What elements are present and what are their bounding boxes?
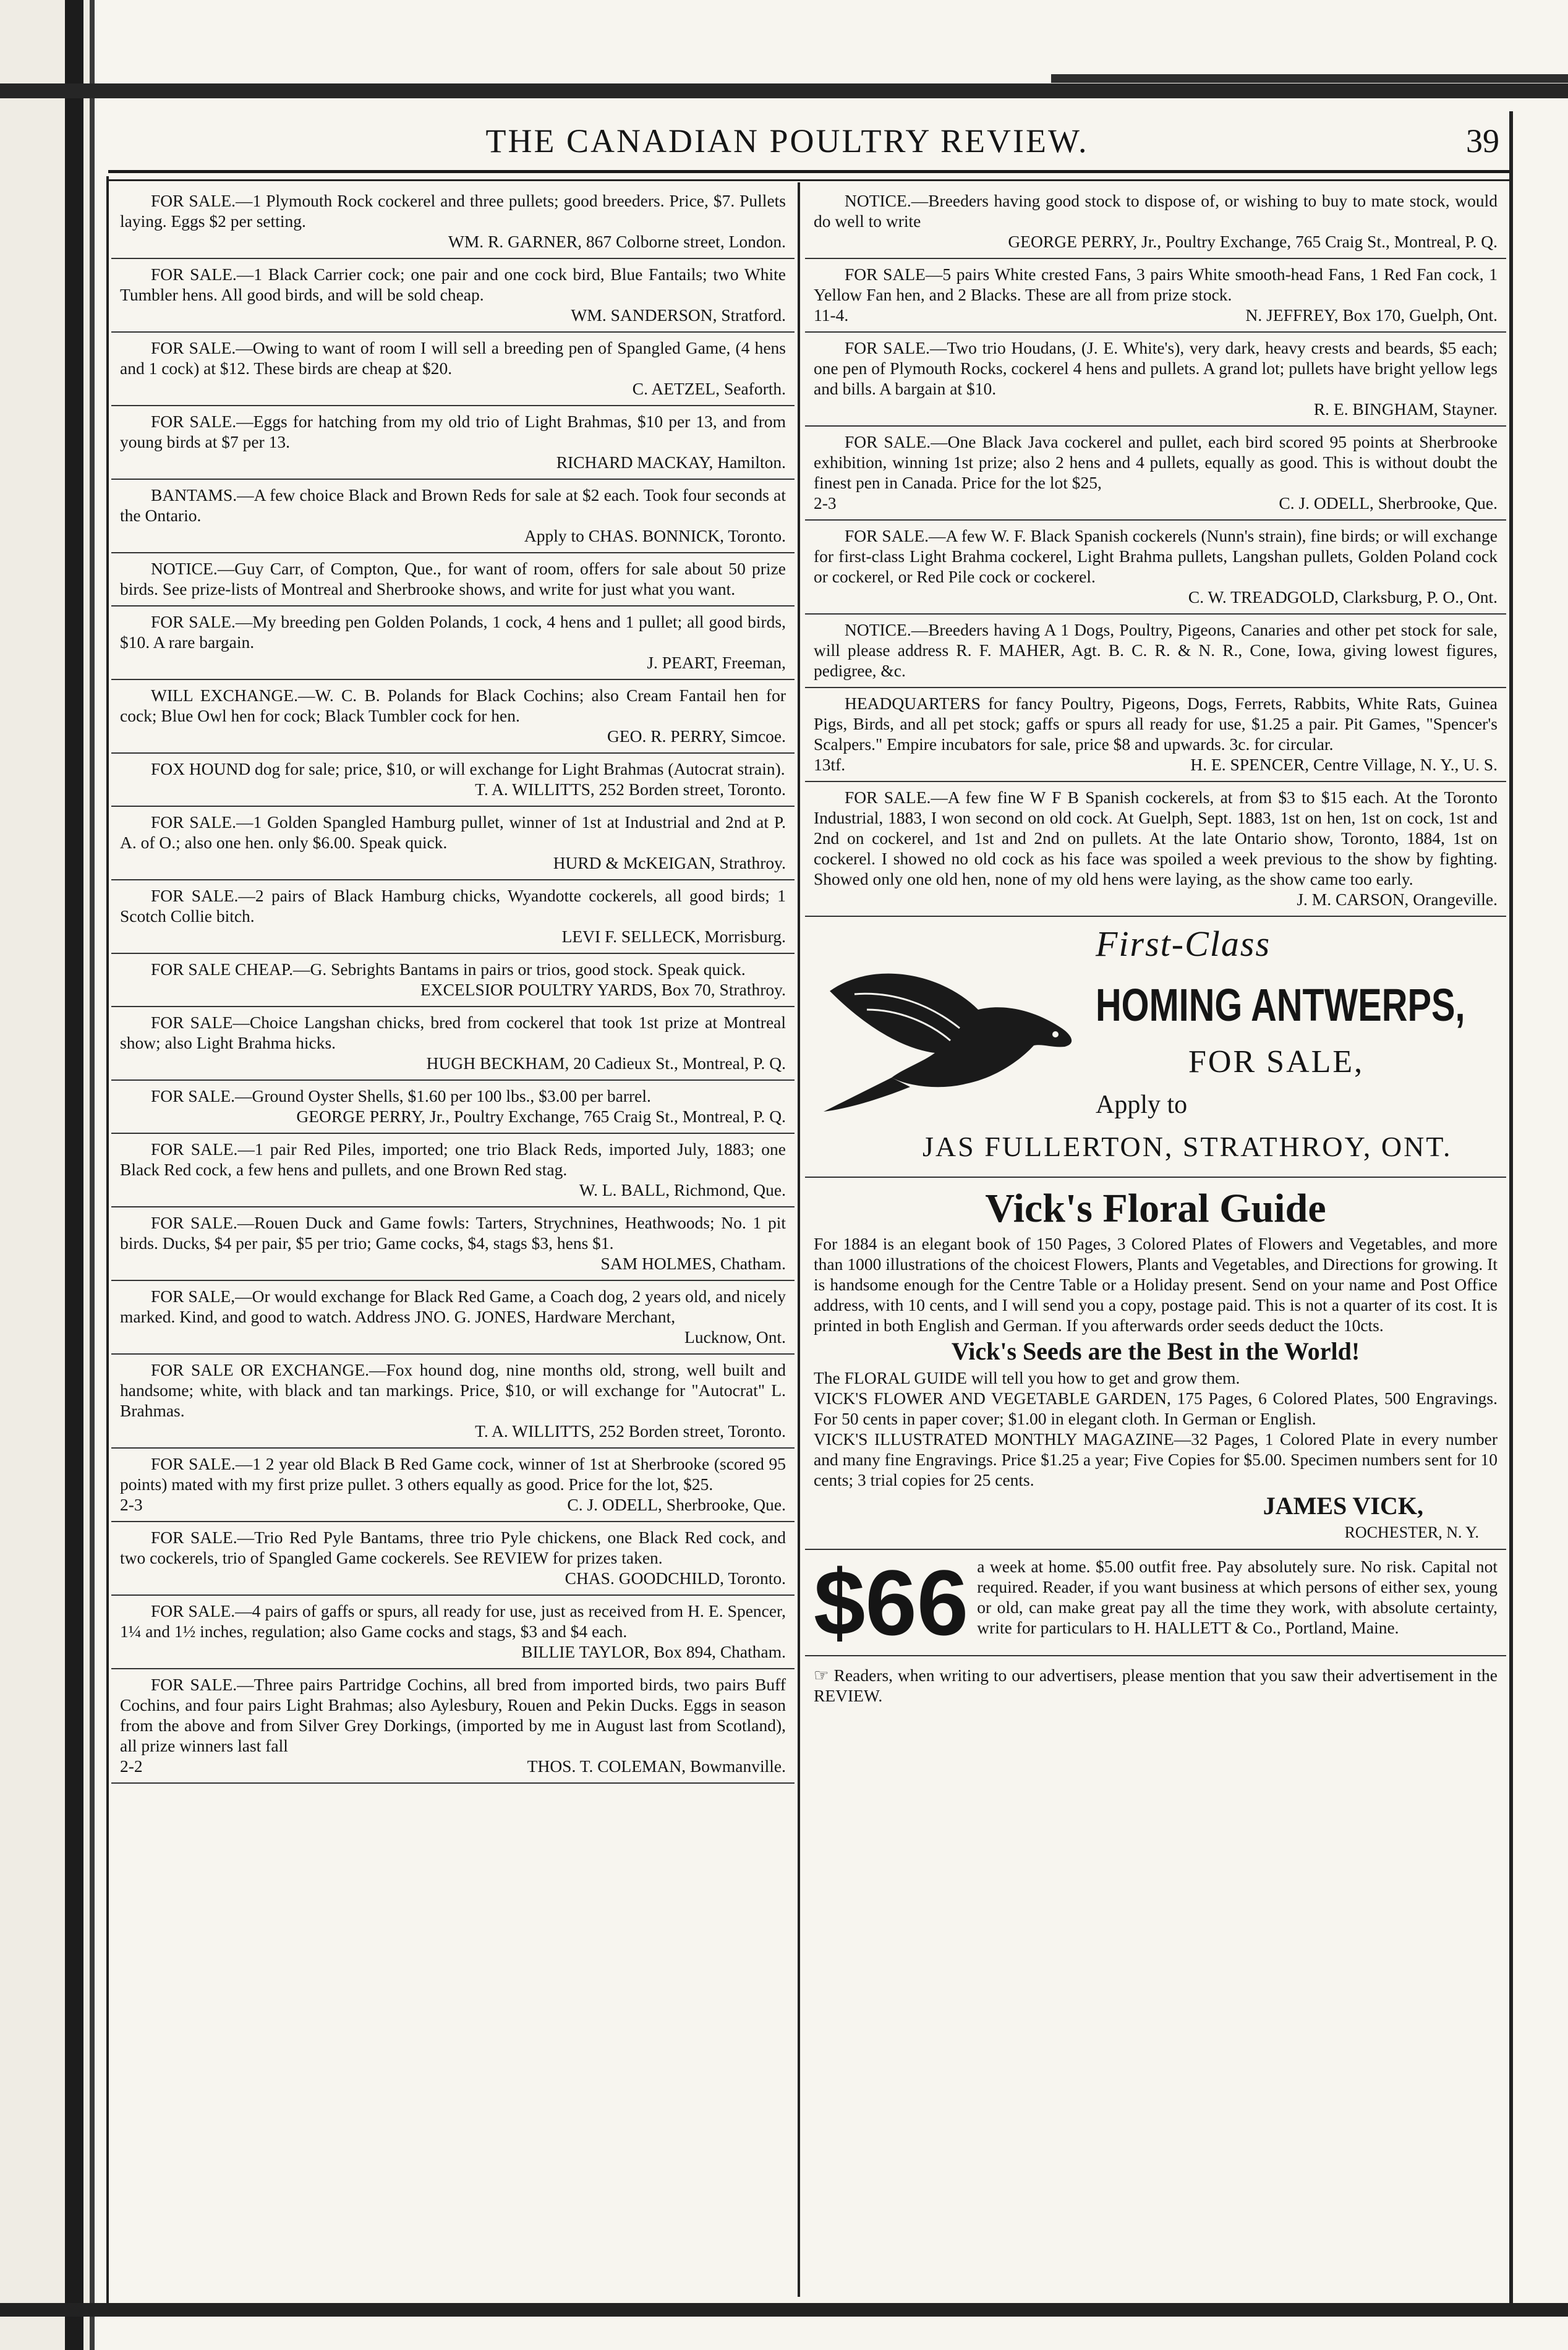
pointing-hand-icon: ☞ bbox=[814, 1666, 834, 1685]
ad-text: FOR SALE—Choice Langshan chicks, bred from cockerel that took 1st prize at Montreal show; also Light Brahma hicks. bbox=[120, 1013, 786, 1052]
ad-text: FOR SALE—5 pairs White crested Fans, 3 pairs White smooth-head Fans, 1 Red Fan cock, 1 Yellow Fan hen, and 2 Blacks. These are all from prize stock. bbox=[814, 265, 1498, 304]
homing-first-class: First-Class bbox=[1096, 924, 1271, 964]
pigeon-icon bbox=[817, 935, 1083, 1121]
classified-ad bbox=[111, 954, 795, 1007]
ad-text: FOR SALE.—1 Golden Spangled Hamburg pullet, winner of 1st at Industrial and 2nd at P. A. of O.; also one hen. only $6.00. Speak quick. bbox=[120, 812, 786, 852]
page-number: 39 bbox=[1466, 122, 1499, 160]
ad-text: NOTICE.—Guy Carr, of Compton, Que., for want of room, offers for sale about 50 prize birds. See prize-lists of Montreal and Sherbrooke shows, and write for just what you want. bbox=[120, 559, 786, 598]
ad-signature: J. PEART, Freeman, bbox=[647, 653, 786, 672]
vick-seeds-heading: Vick's Seeds are the Best in the World! bbox=[951, 1337, 1360, 1365]
classified-ad bbox=[805, 521, 1506, 615]
ad-text: NOTICE.—Breeders having good stock to dispose of, or wishing to buy to mate stock, would do well to write bbox=[814, 191, 1498, 231]
vick-body: For 1884 is an elegant book of 150 Pages, 3 Colored Plates of Flowers and Vegetables, and more than 1000 illustrations of the choicest Flowers, Plants and Vegetables, and Directions for growing. It is handsome enough for the Centre Table or a Holiday present. Send on your name and Post Office address, with 10 cents, and I will send you a copy, postage paid. This is not a quarter of its cost. It is printed in both English and German. If you afterwards order seeds deduct the 10cts. bbox=[814, 1234, 1498, 1335]
ad-signature: R. E. BINGHAM, Stayner. bbox=[1313, 399, 1498, 419]
ad-signature: C. J. ODELL, Sherbrooke, Que. bbox=[1279, 493, 1498, 513]
homing-name: JAS FULLERTON, STRATHROY, ONT. bbox=[922, 1131, 1452, 1162]
ad-signature: W. L. BALL, Richmond, Que. bbox=[579, 1180, 786, 1199]
vick-paragraph-1: The FLORAL GUIDE will tell you how to get and grow them. bbox=[814, 1368, 1240, 1387]
ad-code: 13tf. bbox=[814, 755, 846, 774]
classified-ad bbox=[111, 406, 795, 480]
classified-ad bbox=[805, 782, 1506, 917]
classified-ad bbox=[805, 615, 1506, 688]
ad-signature: T. A. WILLITTS, 252 Borden street, Toronto. bbox=[475, 780, 786, 799]
ad-signature: HUGH BECKHAM, 20 Cadieux St., Montreal, P. Q. bbox=[426, 1054, 786, 1073]
frame-right-rule bbox=[1509, 111, 1513, 2303]
classified-ad bbox=[805, 333, 1506, 427]
column-divider bbox=[798, 182, 800, 2297]
page-title: THE CANADIAN POULTRY REVIEW. bbox=[485, 122, 1089, 160]
hallett-amount: $66 bbox=[814, 1551, 969, 1654]
frame-left-rule bbox=[106, 176, 109, 2303]
ad-text: FOR SALE,—Or would exchange for Black Red Game, a Coach dog, 2 years old, and nicely marked. Kind, and good to watch. Address JNO. G. JONES, Hardware Merchant, bbox=[120, 1287, 786, 1326]
ad-text: FOR SALE.—4 pairs of gaffs or spurs, all ready for use, just as received from H. E. Spencer, 1¼ and 1½ inches, regulation; also Game cocks and stags, $3 and $4 each. bbox=[120, 1601, 786, 1641]
classified-ad bbox=[805, 185, 1506, 259]
classified-ad bbox=[111, 1449, 795, 1522]
classified-ad bbox=[111, 1081, 795, 1134]
ad-code: 2-2 bbox=[120, 1756, 143, 1776]
ad-signature: GEO. R. PERRY, Simcoe. bbox=[607, 726, 786, 746]
classified-ad bbox=[111, 259, 795, 333]
homing-for-sale: FOR SALE, bbox=[1188, 1044, 1365, 1079]
ad-text: FOR SALE CHEAP.—G. Sebrights Bantams in pairs or trios, good stock. Speak quick. bbox=[151, 960, 746, 979]
footer-note-text: Readers, when writing to our advertisers, please mention that you saw their advertisement in the REVIEW. bbox=[814, 1666, 1498, 1705]
classified-ad bbox=[111, 680, 795, 754]
book-spine-edge bbox=[90, 0, 95, 2350]
ad-signature: J. M. CARSON, Orangeville. bbox=[1297, 890, 1498, 909]
ad-signature: C. W. TREADGOLD, Clarksburg, P. O., Ont. bbox=[1188, 587, 1498, 607]
ad-text: BANTAMS.—A few choice Black and Brown Reds for sale at $2 each. Took four seconds at the Ontario. bbox=[120, 485, 786, 525]
ad-signature: GEORGE PERRY, Jr., Poultry Exchange, 765 Craig St., Montreal, P. Q. bbox=[1008, 232, 1498, 251]
ad-text: FOR SALE.—1 Plymouth Rock cockerel and three pullets; good breeders. Price, $7. Pullets laying. Eggs $2 per setting. bbox=[120, 191, 786, 231]
homing-apply: Apply to bbox=[1096, 1091, 1188, 1119]
vick-place: ROCHESTER, N. Y. bbox=[1344, 1523, 1479, 1541]
classified-ad bbox=[111, 553, 795, 607]
classified-ad bbox=[805, 259, 1506, 333]
footer-note bbox=[805, 1656, 1506, 1714]
ad-signature: SAM HOLMES, Chatham. bbox=[600, 1254, 786, 1273]
ad-text: FOR SALE.—My breeding pen Golden Polands, 1 cock, 4 hens and 1 pullet; all good birds, $10. A rare bargain. bbox=[120, 612, 786, 652]
ad-text: FOR SALE.—Three pairs Partridge Cochins, all bred from imported birds, two pairs Buff Cochins, and four pairs Light Brahmas; also Aylesbury, Rouen and Pekin Ducks. Eggs in season from the above and from Silver Grey Dorkings, (imported by me in August last from Scotland), all prize winners last fall bbox=[120, 1675, 786, 1755]
ad-signature: T. A. WILLITTS, 252 Borden street, Toronto. bbox=[475, 1421, 786, 1441]
ad-text: FOR SALE.—2 pairs of Black Hamburg chicks, Wyandotte cockerels, all good birds; 1 Scotch Collie bitch. bbox=[120, 886, 786, 926]
homing-title: HOMING ANTWERPS, bbox=[1096, 979, 1465, 1031]
ad-signature: CHAS. GOODCHILD, Toronto. bbox=[565, 1569, 786, 1588]
classified-ad bbox=[111, 1669, 795, 1784]
classified-ad bbox=[111, 1596, 795, 1669]
vick-author: JAMES VICK, bbox=[1263, 1492, 1423, 1520]
ad-text: FOR SALE.—One Black Java cockerel and pullet, each bird scored 95 points at Sherbrooke exhibition, winning 1st prize; also 2 hens and 4 pullets, equally as good. This is without doubt the finest pen in Canada. Price for the lot $25, bbox=[814, 432, 1498, 492]
ad-text: FOX HOUND dog for sale; price, $10, or will exchange for Light Brahmas (Autocrat strain). bbox=[151, 759, 785, 778]
classified-ad bbox=[111, 1281, 795, 1355]
hallett-text: a week at home. $5.00 outfit free. Pay absolutely sure. No risk. Capital not required. Reader, if you want business at which persons of either sex, young or old, can make great pay all the time they work, with absolute certainty, write for particulars to H. HALLETT & Co., Portland, Maine. bbox=[977, 1557, 1498, 1637]
bottom-rule bbox=[0, 2303, 1568, 2317]
classified-ad bbox=[111, 807, 795, 880]
top-rule-right bbox=[1051, 74, 1568, 83]
ad-text: FOR SALE.—Trio Red Pyle Bantams, three trio Pyle chickens, one Black Red cock, and two cockerels, trio of Spangled Game cockerels. See REVIEW for prizes taken. bbox=[120, 1528, 786, 1567]
classified-ad bbox=[111, 185, 795, 259]
ad-signature-row bbox=[120, 1494, 786, 1515]
ad-signature-row bbox=[120, 1756, 786, 1776]
ad-text: FOR SALE.—1 2 year old Black B Red Game cock, winner of 1st at Sherbrooke (scored 95 points) mated with my first prize pullet. 3 others equally as good. Price for the lot, $25. bbox=[120, 1454, 786, 1494]
vick-paragraph-3: VICK'S ILLUSTRATED MONTHLY MAGAZINE—32 Pages, 1 Colored Plate in every number and many fine Engravings. Price $1.25 a year; Five Copies for $5.00. Specimen numbers sent for 10 cents; 3 trial copies for 25 cents. bbox=[814, 1429, 1498, 1489]
ad-text: FOR SALE.—Owing to want of room I will sell a breeding pen of Spangled Game, (4 hens and 1 cock) at $12. These birds are cheap at $20. bbox=[120, 338, 786, 378]
classified-ad bbox=[111, 607, 795, 680]
classified-ad bbox=[111, 754, 795, 807]
ad-signature: LEVI F. SELLECK, Morrisburg. bbox=[561, 927, 786, 946]
ad-signature: WM. SANDERSON, Stratford. bbox=[571, 305, 786, 325]
ad-text: HEADQUARTERS for fancy Poultry, Pigeons, Dogs, Ferrets, Rabbits, White Rats, Guinea Pigs, Birds, and all pet stock; gaffs or spurs all ready for use, $1.25 a pair. Pit Games, "Spencer's Scalpers." Empire incubators for sale, price $8 and upwards. 3c. for circular. bbox=[814, 694, 1498, 754]
ad-signature: C. J. ODELL, Sherbrooke, Que. bbox=[567, 1495, 786, 1514]
ad-text: FOR SALE OR EXCHANGE.—Fox hound dog, nine months old, strong, well built and handsome; white, with black and tan markings. Price, $10, or will exchange for "Autocrat" L. Brahmas. bbox=[120, 1360, 786, 1420]
ad-text: FOR SALE.—1 Black Carrier cock; one pair and one cock bird, Blue Fantails; two White Tumbler hens. All good birds, and will be sold cheap. bbox=[120, 265, 786, 304]
hallett-ad bbox=[805, 1550, 1506, 1656]
classified-ad bbox=[805, 688, 1506, 782]
ad-signature: HURD & McKEIGAN, Strathroy. bbox=[553, 853, 786, 872]
homing-antwerps-ad bbox=[805, 917, 1506, 1178]
ad-signature: THOS. T. COLEMAN, Bowmanville. bbox=[527, 1756, 786, 1776]
ad-signature: Lucknow, Ont. bbox=[684, 1327, 786, 1347]
page-header bbox=[108, 111, 1512, 173]
vick-floral-guide-ad bbox=[805, 1178, 1506, 1550]
right-column-ads bbox=[805, 185, 1506, 917]
ad-signature: WM. R. GARNER, 867 Colborne street, London. bbox=[448, 232, 786, 251]
ad-signature: BILLIE TAYLOR, Box 894, Chatham. bbox=[521, 1642, 786, 1661]
vick-paragraph-2: VICK'S FLOWER AND VEGETABLE GARDEN, 175 Pages, 6 Colored Plates, 500 Engravings. For 50 cents in paper cover; $1.00 in elegant cloth. In German or English. bbox=[814, 1389, 1498, 1428]
ad-code: 2-3 bbox=[120, 1495, 143, 1514]
ad-signature: GEORGE PERRY, Jr., Poultry Exchange, 765 Craig St., Montreal, P. Q. bbox=[296, 1107, 786, 1126]
left-column bbox=[111, 185, 795, 2294]
ad-text: FOR SALE.—1 pair Red Piles, imported; one trio Black Reds, imported July, 1883; one Black Red cock, a few hens and pullets, and one Brown Red stag. bbox=[120, 1139, 786, 1179]
classified-ad bbox=[111, 480, 795, 553]
classified-ad bbox=[111, 1007, 795, 1081]
classified-ad bbox=[111, 1207, 795, 1281]
ad-text: WILL EXCHANGE.—W. C. B. Polands for Black Cochins; also Cream Fantail hen for cock; Blue Owl hen for cock; Black Tumbler cock for hen. bbox=[120, 686, 786, 725]
ad-text: FOR SALE.—A few W. F. Black Spanish cockerels (Nunn's strain), fine birds; or will exchange for first-class Light Brahma cockerel, Light Brahma pullets, Langshan pullets, Golden Poland cock or cockerel, or Red Pile cock or cockerel. bbox=[814, 526, 1498, 586]
classified-ad bbox=[111, 333, 795, 406]
ad-signature-row bbox=[814, 493, 1498, 513]
classified-ad bbox=[111, 1522, 795, 1596]
classified-ad bbox=[111, 1134, 795, 1207]
book-spine bbox=[65, 0, 83, 2350]
top-rule bbox=[0, 83, 1568, 98]
ad-signature: RICHARD MACKAY, Hamilton. bbox=[556, 453, 786, 472]
classified-ad bbox=[805, 427, 1506, 521]
ad-code: 11-4. bbox=[814, 305, 849, 325]
ad-text: FOR SALE.—Two trio Houdans, (J. E. White's), very dark, heavy crests and beards, $5 each; one pen of Plymouth Rocks, cockerel 4 hens and pullets. A grand lot; pullets have bright yellow legs and bills. A bargain at $10. bbox=[814, 338, 1498, 398]
right-column bbox=[805, 185, 1506, 2294]
header-rule bbox=[108, 179, 1512, 181]
classified-ad bbox=[111, 1355, 795, 1449]
classified-ad bbox=[111, 880, 795, 954]
ad-text: NOTICE.—Breeders having A 1 Dogs, Poultry, Pigeons, Canaries and other pet stock for sale, will please address R. F. MAHER, Agt. B. C. R. & N. R., Cone, Iowa, giving lowest figures, pedigree, &c. bbox=[814, 620, 1498, 680]
ad-code: 2-3 bbox=[814, 493, 837, 513]
ad-signature: C. AETZEL, Seaforth. bbox=[632, 379, 786, 398]
ad-signature: N. JEFFREY, Box 170, Guelph, Ont. bbox=[1245, 305, 1498, 325]
ad-text: FOR SALE.—Eggs for hatching from my old trio of Light Brahmas, $10 per 13, and from young birds at $7 per 13. bbox=[120, 412, 786, 451]
ad-signature: H. E. SPENCER, Centre Village, N. Y., U. S. bbox=[1190, 755, 1498, 774]
ad-signature: Apply to CHAS. BONNICK, Toronto. bbox=[524, 526, 786, 545]
ad-signature-row bbox=[814, 305, 1498, 325]
ad-signature: EXCELSIOR POULTRY YARDS, Box 70, Strathroy. bbox=[420, 980, 786, 999]
ad-text: FOR SALE.—Ground Oyster Shells, $1.60 per 100 lbs., $3.00 per barrel. bbox=[151, 1086, 651, 1105]
ad-text: FOR SALE.—A few fine W F B Spanish cockerels, at from $3 to $15 each. At the Toronto Industrial, 1883, I won second on old cock. At Guelph, Sept. 1883, 1st on hen, 1st on cock, 1st and 2nd on cockerel, and 1st and 2nd on pullets. At the late Ontario show, Toronto, 1884, 1st on cockerel. I showed no old cock as his face was spoiled a week previous to the show by fighting. Showed only one old hen, none of my old hens were laying, as the show came too early. bbox=[814, 788, 1498, 888]
ad-signature-row bbox=[814, 754, 1498, 775]
vick-title: Vick's Floral Guide bbox=[985, 1186, 1326, 1231]
ad-text: FOR SALE.—Rouen Duck and Game fowls: Tarters, Strychnines, Heathwoods; No. 1 pit birds. Ducks, $4 per pair, $5 per trio; Game cocks, $4, stags $3, hens $1. bbox=[120, 1213, 786, 1253]
